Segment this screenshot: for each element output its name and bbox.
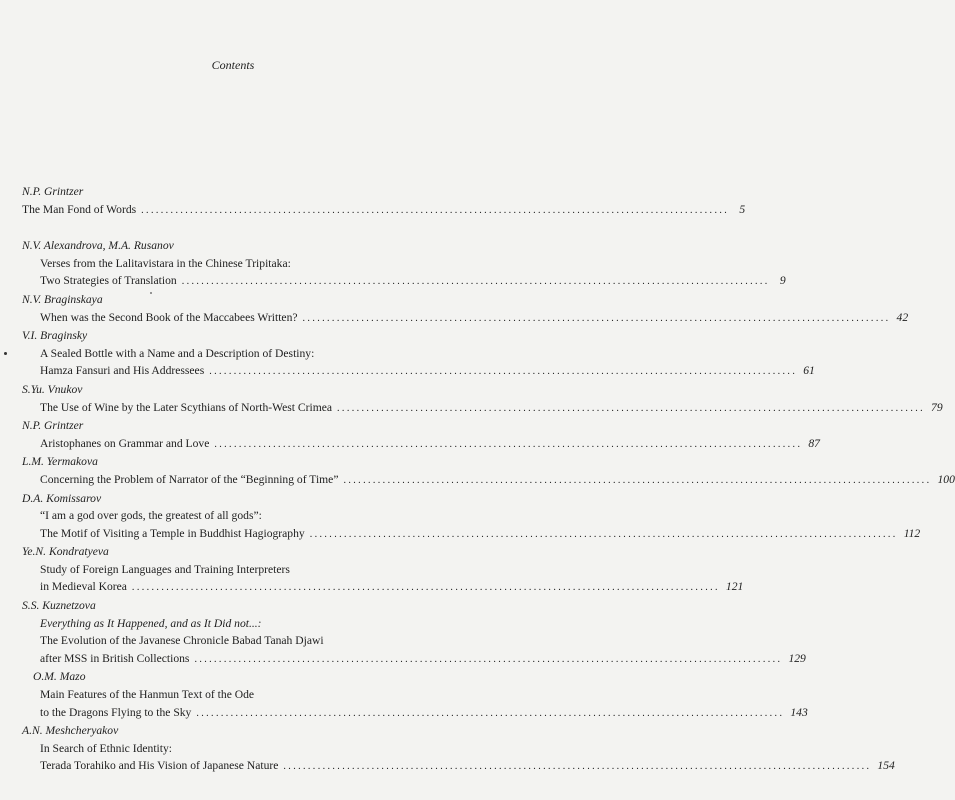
toc-entry xyxy=(22,597,806,668)
toc-author: N.P. Grintzer xyxy=(22,419,84,433)
toc-title-text: The Man Fond of Words xyxy=(22,202,137,216)
toc-title-line: “I am a god over gods, the greatest of all gods”: xyxy=(40,509,262,523)
toc-title-last-line xyxy=(22,650,806,669)
toc-entry xyxy=(22,291,909,327)
toc-title-line: A Sealed Bottle with a Name and a Description of Destiny: xyxy=(40,346,315,360)
toc-page-number: 143 xyxy=(790,705,808,719)
dot-leader: ........................................................................................................................ xyxy=(181,276,770,288)
toc-entry xyxy=(22,668,808,722)
toc-title-text: Two Strategies of Translation xyxy=(40,274,177,288)
toc-author: N.V. Braginskaya xyxy=(22,292,103,306)
toc-page-number: 100 xyxy=(937,472,955,486)
toc-title-line: Everything as It Happened, and as It Did not...: xyxy=(40,616,262,630)
toc-author: D.A. Komissarov xyxy=(22,491,102,505)
toc-author: L.M. Yermakova xyxy=(22,455,98,469)
toc-title-text: in Medieval Korea xyxy=(40,580,127,594)
toc-page-number: 112 xyxy=(903,526,921,540)
toc-title-line: Verses from the Lalitavistara in the Chinese Tripitaka: xyxy=(40,256,291,270)
toc-title-last-line xyxy=(22,757,895,776)
toc-author: V.I. Braginsky xyxy=(22,329,88,343)
toc-title-last-line xyxy=(22,362,815,381)
toc-title-line: Study of Foreign Languages and Training Interpreters xyxy=(40,562,290,576)
toc-page-number: 154 xyxy=(877,759,895,773)
toc-entry xyxy=(22,183,746,219)
toc-title-last-line xyxy=(22,578,744,597)
toc-title-text: Concerning the Problem of Narrator of the “Beginning of Time” xyxy=(40,472,339,486)
toc-page-number: 61 xyxy=(803,364,815,378)
dot-leader: ........................................................................................................................ xyxy=(209,366,798,378)
toc-entry xyxy=(22,237,786,291)
toc-title-last-line xyxy=(22,704,808,723)
toc-entry xyxy=(22,327,815,381)
toc-title-last-line xyxy=(22,471,955,490)
dot-leader: ........................................................................................................................ xyxy=(196,707,785,719)
contents-heading: Contents xyxy=(211,58,255,72)
dot-leader: ........................................................................................................................ xyxy=(141,204,730,216)
dot-leader: ........................................................................................................................ xyxy=(214,438,803,450)
toc-title-text: When was the Second Book of the Maccabees Written? xyxy=(40,310,298,324)
toc-page-number: 9 xyxy=(779,274,786,288)
toc-author: N.V. Alexandrova, M.A. Rusanov xyxy=(22,239,174,253)
toc-title-last-line xyxy=(22,435,820,454)
toc-entry xyxy=(22,417,820,453)
toc-page-number: 129 xyxy=(788,651,806,665)
toc-page-number: 42 xyxy=(896,310,909,324)
toc-entry xyxy=(22,543,744,597)
toc-author: N.P. Grintzer xyxy=(22,185,84,198)
toc-title-line: The Evolution of the Javanese Chronicle Babad Tanah Djawi xyxy=(40,634,324,648)
toc-title-text: to the Dragons Flying to the Sky xyxy=(40,705,192,719)
toc-entry xyxy=(22,722,895,776)
toc-title-text: The Motif of Visiting a Temple in Buddhist Hagiography xyxy=(40,526,305,540)
toc-title-text: after MSS in British Collections xyxy=(40,651,190,665)
scan-speck xyxy=(4,352,7,355)
dot-leader: ........................................................................................................................ xyxy=(283,761,872,773)
toc-entry xyxy=(22,381,943,417)
dot-leader: ........................................................................................................................ xyxy=(309,528,898,540)
toc-author: A.N. Meshcheryakov xyxy=(22,724,119,738)
toc-title-text: Hamza Fansuri and His Addressees xyxy=(40,364,205,378)
dot-leader: ........................................................................................................................ xyxy=(131,582,720,594)
dot-leader: ........................................................................................................................ xyxy=(337,402,926,414)
dot-leader: ........................................................................................................................ xyxy=(194,653,783,665)
toc-author: Ye.N. Kondratyeva xyxy=(22,545,109,559)
toc-page-number: 121 xyxy=(725,580,744,594)
toc-author: O.M. Mazo xyxy=(33,670,86,684)
toc-entry xyxy=(22,490,921,544)
toc-entry xyxy=(22,453,955,489)
toc-page-number: 5 xyxy=(739,202,746,216)
toc-title-text: Aristophanes on Grammar and Love xyxy=(40,436,210,450)
toc-author: S.Yu. Vnukov xyxy=(22,382,83,396)
toc-title-last-line xyxy=(22,525,921,544)
toc-title-line: Main Features of the Hanmun Text of the Ode xyxy=(40,688,255,702)
dot-leader: ........................................................................................................................ xyxy=(343,474,932,486)
toc-page-number: 87 xyxy=(808,436,820,450)
toc-title-text: Terada Torahiko and His Vision of Japanese Nature xyxy=(40,759,279,773)
toc-page-number: 79 xyxy=(931,400,943,414)
toc-author: S.S. Kuznetzova xyxy=(22,599,96,613)
toc-title-last-line xyxy=(22,272,786,291)
toc-title-line: In Search of Ethnic Identity: xyxy=(40,741,172,755)
toc-title-last-line xyxy=(22,399,943,418)
toc-title-text: The Use of Wine by the Later Scythians of North-West Crimea xyxy=(40,400,333,414)
dot-leader: ........................................................................................................................ xyxy=(302,312,891,324)
table-of-contents xyxy=(22,183,955,776)
toc-title-last-line xyxy=(22,201,746,220)
toc-title-last-line xyxy=(22,309,909,328)
